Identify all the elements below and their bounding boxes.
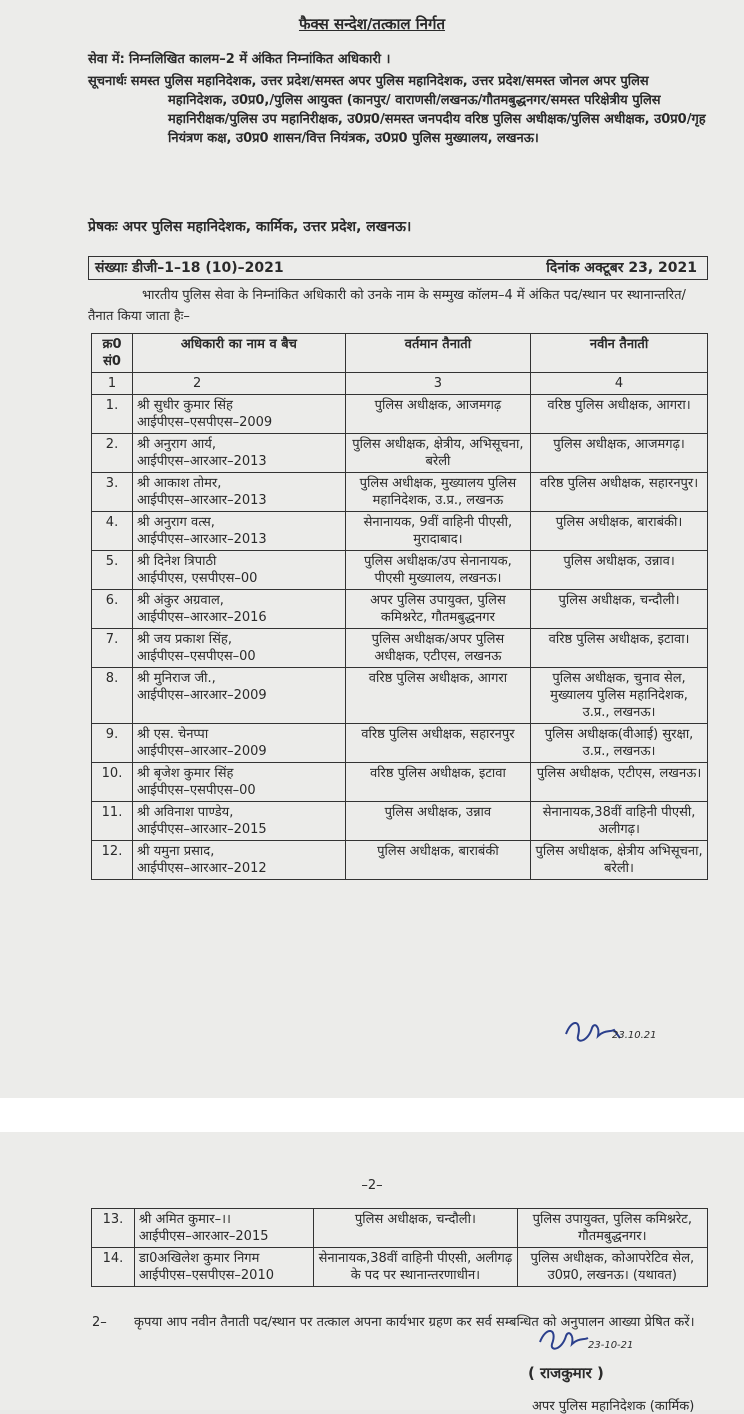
to-text: निम्नलिखित कालम–2 में अंकित निम्नांकित अधिकारी । — [129, 52, 391, 67]
table-row — [92, 1248, 708, 1287]
officer-name: श्री दिनेश त्रिपाठी — [137, 554, 217, 569]
serial-number: 11. — [92, 802, 133, 841]
current-posting: पुलिस अधीक्षक, मुख्यालय पुलिस महानिदेशक, उ.प्र., लखनऊ — [345, 473, 530, 512]
current-posting: अपर पुलिस उपायुक्त, पुलिस कमिश्नरेट, गौतमबुद्धनगर — [345, 590, 530, 629]
signatory-name: ( राजकुमार ) — [528, 1364, 604, 1382]
new-posting: वरिष्ठ पुलिस अधीक्षक, इटावा। — [531, 629, 708, 668]
note-number: 2– — [92, 1315, 107, 1330]
officer-name: श्री अविनाश पाण्डेय, — [137, 805, 234, 820]
transfer-table — [91, 333, 708, 880]
officer-cell — [133, 841, 346, 880]
officer-batch: आईपीएस–एसपीएस–2009 — [137, 415, 273, 430]
new-posting: वरिष्ठ पुलिस अधीक्षक, सहारनपुर। — [531, 473, 708, 512]
serial-number: 8. — [92, 668, 133, 724]
header-new-posting: नवीन तैनाती — [531, 334, 708, 373]
page-separator — [0, 1098, 744, 1132]
table-row — [92, 629, 708, 668]
serial-number: 14. — [92, 1248, 135, 1287]
serial-number: 6. — [92, 590, 133, 629]
note-text: कृपया आप नवीन तैनाती पद/स्थान पर तत्काल अपना कार्यभार ग्रहण कर सर्व सम्बन्धित को अनुपालन आख्या प्रेषित करें। — [134, 1315, 695, 1330]
header-officer: अधिकारी का नाम व बैच — [133, 334, 346, 373]
sender-line: प्रेषकः अपर पुलिस महानिदेशक, कार्मिक, उत्तर प्रदेश, लखनऊ। — [88, 219, 412, 235]
current-posting: वरिष्ठ पुलिस अधीक्षक, सहारनपुर — [345, 724, 530, 763]
officer-batch: आईपीएस–आरआर–2013 — [137, 454, 267, 469]
reference-number: संख्याः डीजी–1–18 (10)–2021 — [95, 260, 284, 276]
current-posting: पुलिस अधीक्षक, उन्नाव — [345, 802, 530, 841]
new-posting: पुलिस अधीक्षक, चन्दौली। — [531, 590, 708, 629]
letter-date: दिनांक अक्टूबर 23, 2021 — [546, 260, 697, 276]
officer-cell — [133, 629, 346, 668]
intro-paragraph: भारतीय पुलिस सेवा के निम्नांकित अधिकारी को उनके नाम के सम्मुख कॉलम–4 में अंकित पद/स्थान पर स्थानान्तरित/तैनात किया जाता हैः– — [88, 288, 686, 324]
new-posting: वरिष्ठ पुलिस अधीक्षक, आगरा। — [531, 395, 708, 434]
officer-batch: आईपीएस–एसपीएस–00 — [137, 649, 256, 664]
officer-name: श्री सुधीर कुमार सिंह — [137, 398, 233, 413]
page-number: –2– — [361, 1178, 383, 1193]
transfer-table-continued — [91, 1208, 708, 1287]
serial-number: 12. — [92, 841, 133, 880]
serial-number: 2. — [92, 434, 133, 473]
officer-cell — [133, 551, 346, 590]
column-number-row — [92, 373, 708, 395]
signature-date: 23.10.21 — [612, 1030, 657, 1041]
new-posting: पुलिस अधीक्षक(वीआई) सुरक्षा, उ.प्र., लखनऊ। — [531, 724, 708, 763]
col-number: 4 — [531, 373, 708, 395]
table-row — [92, 841, 708, 880]
table-row — [92, 551, 708, 590]
officer-cell — [133, 590, 346, 629]
table-row — [92, 473, 708, 512]
current-posting: पुलिस अधीक्षक, आजमगढ़ — [345, 395, 530, 434]
current-posting: पुलिस अधीक्षक, क्षेत्रीय, अभिसूचना, बरेली — [345, 434, 530, 473]
new-posting: पुलिस अधीक्षक, कोआपरेटिव सेल, उ0प्र0, लखनऊ। (यथावत) — [517, 1248, 707, 1287]
officer-cell — [133, 434, 346, 473]
officer-cell — [133, 802, 346, 841]
info-text: समस्त पुलिस महानिदेशक, उत्तर प्रदेश/समस्त अपर पुलिस महानिदेशक, उत्तर प्रदेश/समस्त जोनल अपर पुलिस महानिदेशक, उ0प्र0,/पुलिस आयुक्त (कानपुर/ वाराणसी/लखनऊ/गौतमबुद्धनगर/समस्त परिक्षेत्रीय पुलिस महानिरीक्षक/पुलिस उप महानिरीक्षक, उ0प्र0/समस्त जनपदीय वरिष्ठ पुलिस अधीक्षक/पुलिस अधीक्षक, उ0प्र0/गृह नियंत्रण कक्ष, उ0प्र0 शासन/वित्त नियंत्रक, उ0प्र0 पुलिस मुख्यालय, लखनऊ। — [130, 74, 706, 146]
officer-batch: आईपीएस–एसपीएस–2010 — [138, 1268, 274, 1283]
officer-name: श्री बृजेश कुमार सिंह — [137, 766, 234, 781]
officer-name: श्री जय प्रकाश सिंह, — [137, 632, 232, 647]
serial-number: 3. — [92, 473, 133, 512]
serial-number: 13. — [92, 1209, 135, 1248]
current-posting: सेनानायक,38वीं वाहिनी पीएसी, अलीगढ़ के पद पर स्थानान्तरणाधीन। — [314, 1248, 517, 1287]
header-serial: क्र0 सं0 — [92, 334, 133, 373]
signatory-designation: अपर पुलिस महानिदेशक (कार्मिक) — [532, 1399, 695, 1414]
officer-batch: आईपीएस, एसपीएस–00 — [137, 571, 258, 586]
officer-name: श्री आकाश तोमर, — [137, 476, 222, 491]
officer-name: श्री अनुराग आर्य, — [137, 437, 216, 452]
current-posting: वरिष्ठ पुलिस अधीक्षक, आगरा — [345, 668, 530, 724]
table-row — [92, 590, 708, 629]
signature-date: 23-10-21 — [588, 1340, 634, 1351]
table-header-row — [92, 334, 708, 373]
officer-cell — [133, 473, 346, 512]
to-label: सेवा में: — [88, 52, 125, 67]
officer-cell — [133, 395, 346, 434]
col-number: 1 — [92, 373, 133, 395]
new-posting: पुलिस अधीक्षक, आजमगढ़। — [531, 434, 708, 473]
officer-cell — [133, 724, 346, 763]
table-row — [92, 395, 708, 434]
table-row — [92, 724, 708, 763]
officer-batch: आईपीएस–आरआर–2009 — [137, 688, 267, 703]
officer-batch: आईपीएस–एसपीएस–00 — [137, 783, 256, 798]
officer-batch: आईपीएस–आरआर–2015 — [138, 1229, 269, 1244]
officer-name: श्री अनुराग वत्स, — [137, 515, 215, 530]
officer-cell — [133, 668, 346, 724]
current-posting: पुलिस अधीक्षक, चन्दौली। — [314, 1209, 517, 1248]
current-posting: सेनानायक, 9वीं वाहिनी पीएसी, मुरादाबाद। — [345, 512, 530, 551]
officer-name: श्री यमुना प्रसाद, — [137, 844, 215, 859]
officer-cell — [133, 512, 346, 551]
officer-name: श्री अंकुर अग्रवाल, — [137, 593, 224, 608]
officer-batch: आईपीएस–आरआर–2009 — [137, 744, 267, 759]
new-posting: सेनानायक,38वीं वाहिनी पीएसी, अलीगढ़। — [531, 802, 708, 841]
table-row — [92, 1209, 708, 1248]
new-posting: पुलिस अधीक्षक, क्षेत्रीय अभिसूचना, बरेली। — [531, 841, 708, 880]
table-row — [92, 802, 708, 841]
header-current-posting: वर्तमान तैनाती — [345, 334, 530, 373]
new-posting: पुलिस अधीक्षक, चुनाव सेल, मुख्यालय पुलिस महानिदेशक, उ.प्र., लखनऊ। — [531, 668, 708, 724]
officer-cell — [133, 763, 346, 802]
info-label: सूचनार्थः — [88, 74, 127, 89]
fax-title: फैक्स सन्देश/तत्काल निर्गत — [298, 15, 446, 33]
table-row — [92, 512, 708, 551]
to-line — [88, 50, 708, 69]
table-row — [92, 763, 708, 802]
info-block — [88, 72, 708, 148]
officer-name: श्री अमित कुमार–।। — [138, 1212, 231, 1227]
current-posting: पुलिस अधीक्षक, बाराबंकी — [345, 841, 530, 880]
current-posting: वरिष्ठ पुलिस अधीक्षक, इटावा — [345, 763, 530, 802]
current-posting: पुलिस अधीक्षक/उप सेनानायक, पीएसी मुख्यालय, लखनऊ। — [345, 551, 530, 590]
new-posting: पुलिस अधीक्षक, उन्नाव। — [531, 551, 708, 590]
officer-batch: आईपीएस–आरआर–2015 — [137, 822, 267, 837]
officer-name: श्री मुनिराज जी., — [137, 671, 216, 686]
officer-batch: आईपीएस–आरआर–2012 — [137, 861, 267, 876]
serial-number: 9. — [92, 724, 133, 763]
serial-number: 7. — [92, 629, 133, 668]
col-number: 2 — [133, 373, 346, 395]
serial-number: 5. — [92, 551, 133, 590]
officer-name: श्री एस. चेनप्पा — [137, 727, 209, 742]
col-number: 3 — [345, 373, 530, 395]
officer-name: डा0अखिलेश कुमार निगम — [138, 1251, 260, 1266]
reference-box — [88, 256, 708, 280]
officer-cell — [134, 1248, 313, 1287]
new-posting: पुलिस उपायुक्त, पुलिस कमिश्नरेट, गौतमबुद्धनगर। — [517, 1209, 707, 1248]
serial-number: 4. — [92, 512, 133, 551]
current-posting: पुलिस अधीक्षक/अपर पुलिस अधीक्षक, एटीएस, लखनऊ — [345, 629, 530, 668]
officer-batch: आईपीएस–आरआर–2013 — [137, 493, 267, 508]
new-posting: पुलिस अधीक्षक, बाराबंकी। — [531, 512, 708, 551]
serial-number: 1. — [92, 395, 133, 434]
serial-number: 10. — [92, 763, 133, 802]
officer-batch: आईपीएस–आरआर–2016 — [137, 610, 267, 625]
new-posting: पुलिस अधीक्षक, एटीएस, लखनऊ। — [531, 763, 708, 802]
officer-cell — [134, 1209, 313, 1248]
table-row — [92, 434, 708, 473]
table-row — [92, 668, 708, 724]
officer-batch: आईपीएस–आरआर–2013 — [137, 532, 267, 547]
